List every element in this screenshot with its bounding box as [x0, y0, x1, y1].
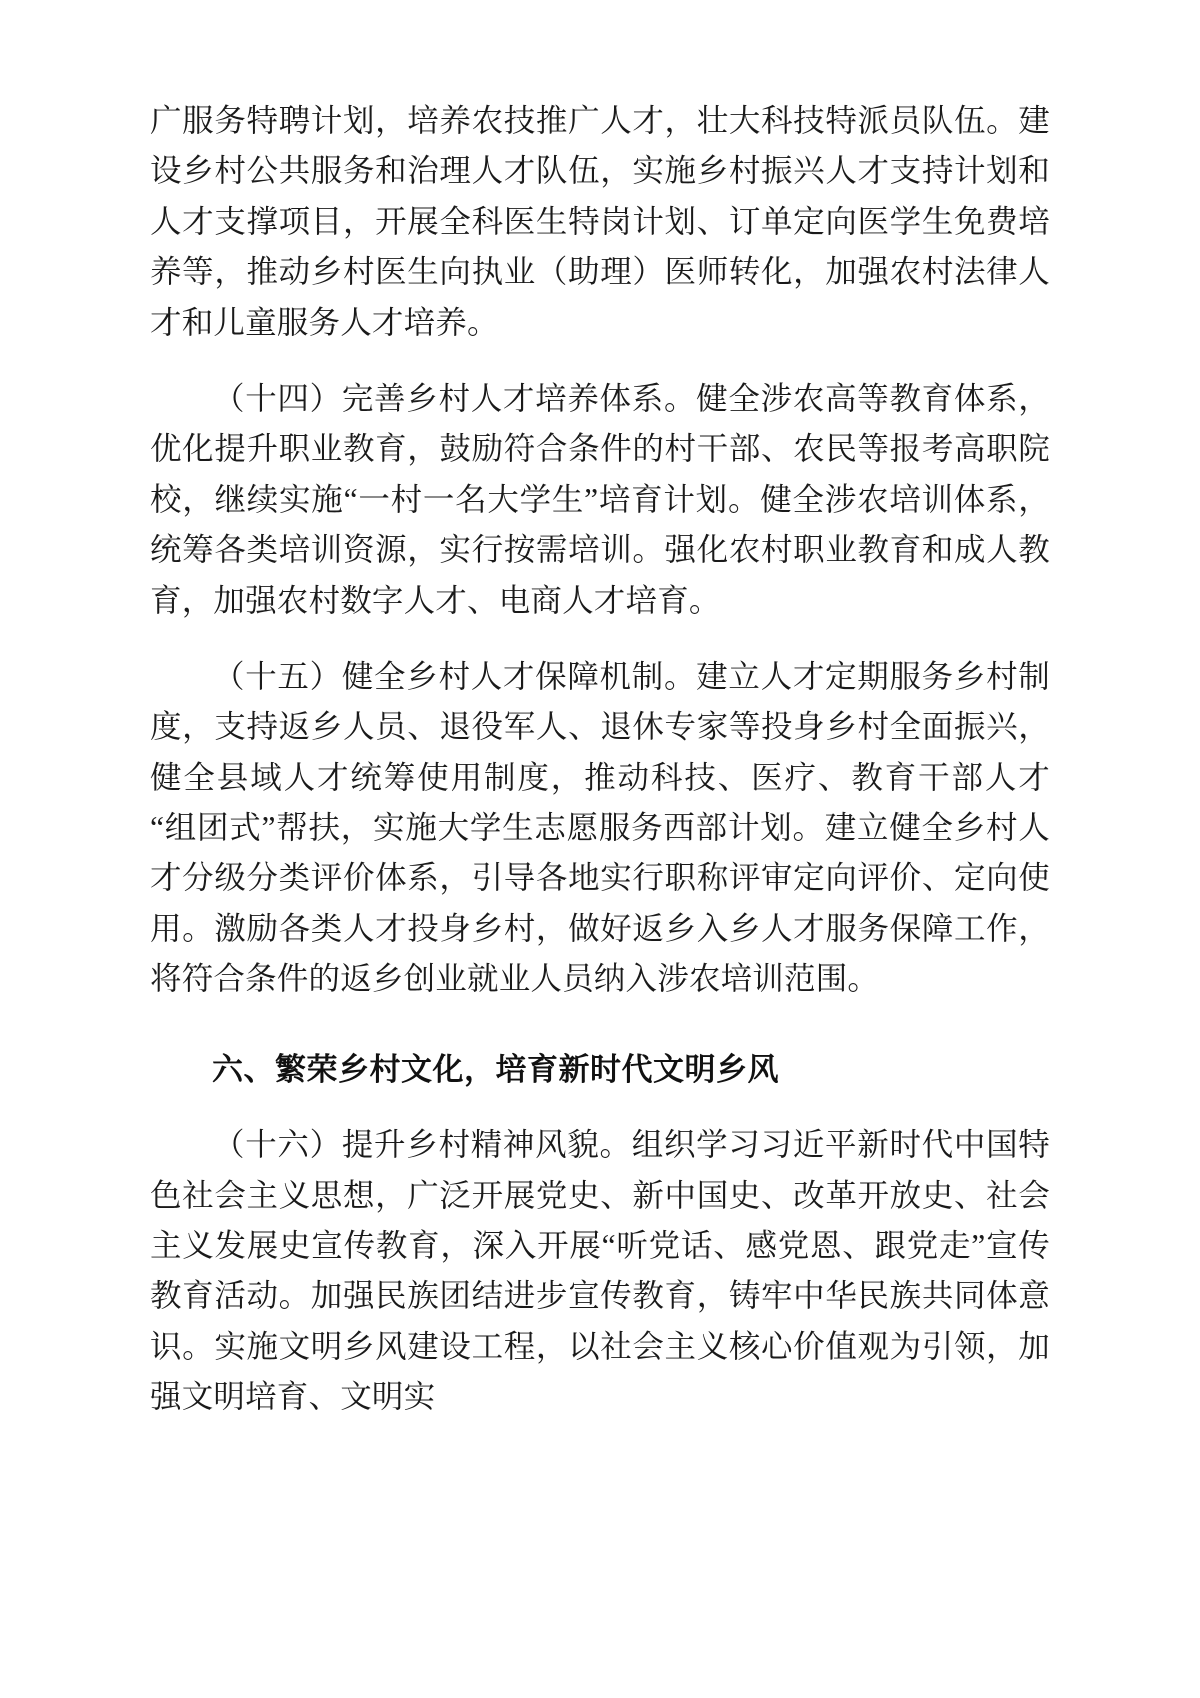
document-body: [150, 96, 1050, 1423]
section-heading-six: 六、繁荣乡村文化，培育新时代文明乡风: [212, 1051, 779, 1087]
paragraph-item-15: （十五）健全乡村人才保障机制。建立人才定期服务乡村制度，支持返乡人员、退役军人、退休专家等投身乡村全面振兴，健全县域人才统筹使用制度，推动科技、医疗、教育干部人才“组团式”帮扶，实施大学生志愿服务西部计划。建立健全乡村人才分级分类评价体系，引导各地实行职称评审定向评价、定向使用。激励各类人才投身乡村，做好返乡入乡人才服务保障工作，将符合条件的返乡创业就业人员纳入涉农培训范围。: [150, 658, 1050, 997]
paragraph-continued-talent-intro: 广服务特聘计划，培养农技推广人才，壮大科技特派员队伍。建设乡村公共服务和治理人才队伍，实施乡村振兴人才支持计划和人才支撑项目，开展全科医生特岗计划、订单定向医学生免费培养等，推动乡村医生向执业（助理）医师转化，加强农村法律人才和儿童服务人才培养。: [150, 103, 1050, 340]
paragraph-item-16: （十六）提升乡村精神风貌。组织学习习近平新时代中国特色社会主义思想，广泛开展党史、新中国史、改革开放史、社会主义发展史宣传教育，深入开展“听党话、感党恩、跟党走”宣传教育活动。加强民族团结进步宣传教育，铸牢中华民族共同体意识。实施文明乡风建设工程，以社会主义核心价值观为引领，加强文明培育、文明实: [150, 1127, 1050, 1415]
paragraph-item-14: （十四）完善乡村人才培养体系。健全涉农高等教育体系，优化提升职业教育，鼓励符合条件的村干部、农民等报考高职院校，继续实施“一村一名大学生”培育计划。健全涉农培训体系，统筹各类培训资源，实行按需培训。强化农村职业教育和成人教育，加强农村数字人才、电商人才培育。: [150, 380, 1050, 618]
